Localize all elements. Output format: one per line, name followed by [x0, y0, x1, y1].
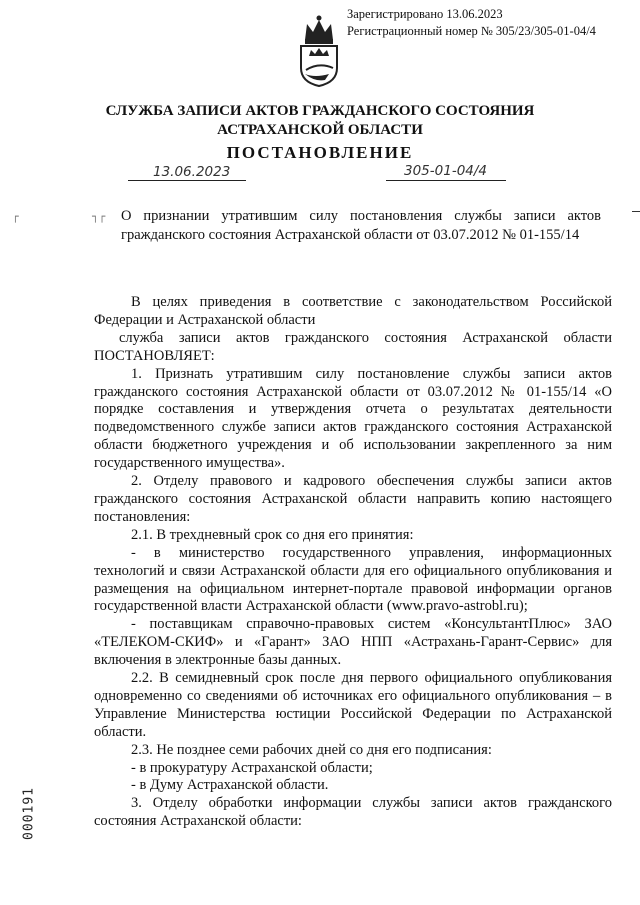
clause-2-3: 2.3. Не позднее семи рабочих дней со дня его подписания:: [131, 741, 492, 758]
clause-2-3-item-prosecutor: - в прокуратуру Астраханской области;: [131, 759, 373, 776]
document-number: 305-01-04/4: [404, 163, 488, 179]
organization-name-line1: СЛУЖБА ЗАПИСИ АКТОВ ГРАЖДАНСКОГО СОСТОЯНИЯ: [105, 103, 535, 119]
corner-mark-left: ┌: [12, 210, 19, 223]
document-body: [94, 294, 612, 831]
clause-2-1: 2.1. В трехдневный срок со дня его принятия:: [131, 526, 414, 543]
clause-2-1-item-suppliers: - поставщикам справочно-правовых систем «КонсультантПлюс» ЗАО «ТЕЛЕКОМ-СКИФ» и «Гарант» ЗАО НПП «Астрахань-Гарант-Сервис» для включения в электронные базы данных.: [94, 616, 612, 669]
preamble-paragraph: В целях приведения в соответствие с законодательством Российской Федерации и Астраханской области: [94, 294, 612, 328]
clause-2-1-item-ministry: - в министерство государственного управления, информационных технологий и связи Астраханской области для его официального опубликования и размещения на официальном интернет-портале правовой информации органов государственной власти Астраханской области (www.pravo-astrobl.ru);: [94, 544, 612, 615]
clause-2: 2. Отделу правового и кадрового обеспечения службы записи актов гражданского состояния Астраханской области направить копию настоящего постановления:: [94, 473, 612, 525]
document-date: 13.06.2023: [153, 164, 231, 180]
clause-2-2: 2.2. В семидневный срок после дня первого официального опубликования одновременно со сведениями об источниках его официального опубликования – в Управление Министерства юстиции Российской Федерации по Астраханской области.: [94, 670, 612, 740]
organization-name-line2: АСТРАХАНСКОЙ ОБЛАСТИ: [217, 122, 423, 138]
clause-3: 3. Отделу обработки информации службы записи актов гражданского состояния Астраханской области:: [94, 795, 612, 830]
document-subject: О признании утратившим силу постановления службы записи актов гражданского состояния Астраханской области от 03.07.2012 № 01-155/14: [121, 208, 601, 243]
archive-number: 000191: [21, 787, 37, 840]
document-type: ПОСТАНОВЛЕНИЕ: [226, 143, 414, 162]
corner-mark-subject: ┐┌: [92, 210, 106, 223]
margin-mark: [632, 211, 640, 212]
registration-number: Регистрационный номер № 305/23/305-01-04/4: [347, 24, 596, 38]
number-underline: [386, 180, 506, 181]
registration-date: Зарегистрировано 13.06.2023: [347, 7, 503, 21]
astrakhan-coat-of-arms-icon: [295, 12, 343, 88]
clause-2-3-item-duma: - в Думу Астраханской области.: [131, 777, 329, 794]
preamble-resolution: служба записи актов гражданского состояния Астраханской области ПОСТАНОВЛЯЕТ:: [94, 329, 612, 364]
clause-1: 1. Признать утратившим силу постановление службы записи актов гражданского состояния Астраханской области от 03.07.2012 № 01-155/14 «О порядке составления и утверждения отчета о результатах деятельности подведомственного службе записи актов гражданского состояния Астраханской области бюджетного учреждения и об использовании закрепленного за ним государственного имущества».: [94, 365, 612, 472]
date-underline: [128, 180, 246, 181]
